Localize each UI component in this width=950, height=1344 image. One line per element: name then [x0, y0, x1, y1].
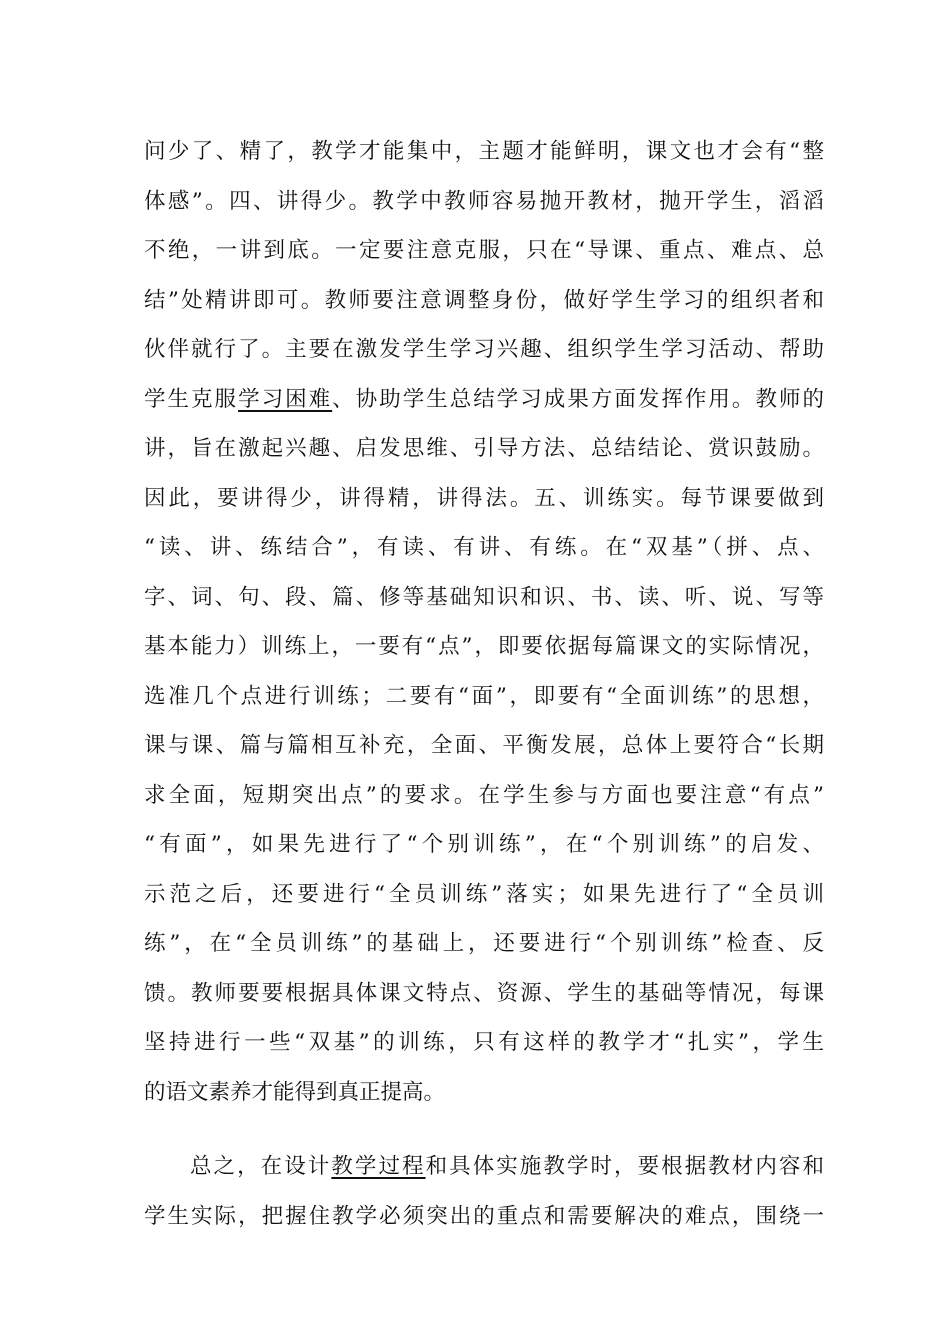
text-line: 问少了、精了，教学才能集中，主题才能鲜明，课文也才会有“整: [144, 139, 824, 164]
text-segment: 学生克服: [144, 386, 239, 412]
text-segment: 、协助学生总结学习成果方面发挥作用。教师的: [332, 386, 824, 412]
text-line: 结”处精讲即可。教师要注意调整身份，做好学生学习的组织者和: [144, 287, 824, 313]
text-line: 基本能力）训练上，一要有“点”，即要依据每篇课文的实际情况，: [144, 634, 824, 659]
text-line: “读、讲、练结合”，有读、有讲、有练。在“双基”（拼、点、: [144, 535, 824, 560]
text-line: 课与课、篇与篇相互补充，全面、平衡发展，总体上要符合“长期: [144, 733, 824, 758]
text-line: 的语文素养才能得到真正提高。: [144, 1079, 446, 1105]
text-line: 体感”。四、讲得少。教学中教师容易抛开教材，抛开学生，滔滔: [144, 188, 824, 214]
body-text: [144, 127, 824, 1241]
text-line: 坚持进行一些“双基”的训练，只有这样的教学才“扎实”，学生: [144, 1030, 824, 1055]
text-line: [144, 375, 824, 425]
text-line: 伙伴就行了。主要在激发学生学习兴趣、组织学生学习活动、帮助: [144, 337, 824, 362]
text-line: 学生实际，把握住教学必须突出的重点和需要解决的难点，围绕一: [144, 1203, 824, 1229]
text-line: 示范之后，还要进行“全员训练”落实；如果先进行了“全员训: [144, 881, 824, 907]
link-learning-difficulty[interactable]: 学习困难: [238, 386, 333, 412]
text-segment: 和具体实施教学时，要根据教材内容和: [425, 1154, 824, 1179]
text-segment: 总之，在设计: [190, 1154, 332, 1179]
link-teaching-process[interactable]: 教学过程: [331, 1154, 426, 1179]
text-line: [144, 1142, 824, 1192]
text-line: 馈。教师要要根据具体课文特点、资源、学生的基础等情况，每课: [144, 980, 824, 1006]
text-line: 求全面，短期突出点”的要求。在学生参与方面也要注意“有点”: [144, 782, 824, 808]
text-line: 因此，要讲得少，讲得精，讲得法。五、训练实。每节课要做到: [144, 485, 824, 511]
text-line: 字、词、句、段、篇、修等基础知识和识、书、读、听、说、写等: [144, 584, 824, 610]
text-line: 讲，旨在激起兴趣、启发思维、引导方法、总结结论、赏识鼓励。: [144, 436, 824, 461]
text-line: 选准几个点进行训练；二要有“面”，即要有“全面训练”的思想，: [144, 683, 824, 709]
text-line: “有面”，如果先进行了“个别训练”，在“个别训练”的启发、: [144, 832, 824, 857]
text-line: 不绝，一讲到底。一定要注意克服，只在“导课、重点、难点、总: [144, 238, 824, 263]
paragraph-gap: [144, 1117, 824, 1142]
text-line: 练”，在“全员训练”的基础上，还要进行“个别训练”检查、反: [144, 931, 824, 956]
